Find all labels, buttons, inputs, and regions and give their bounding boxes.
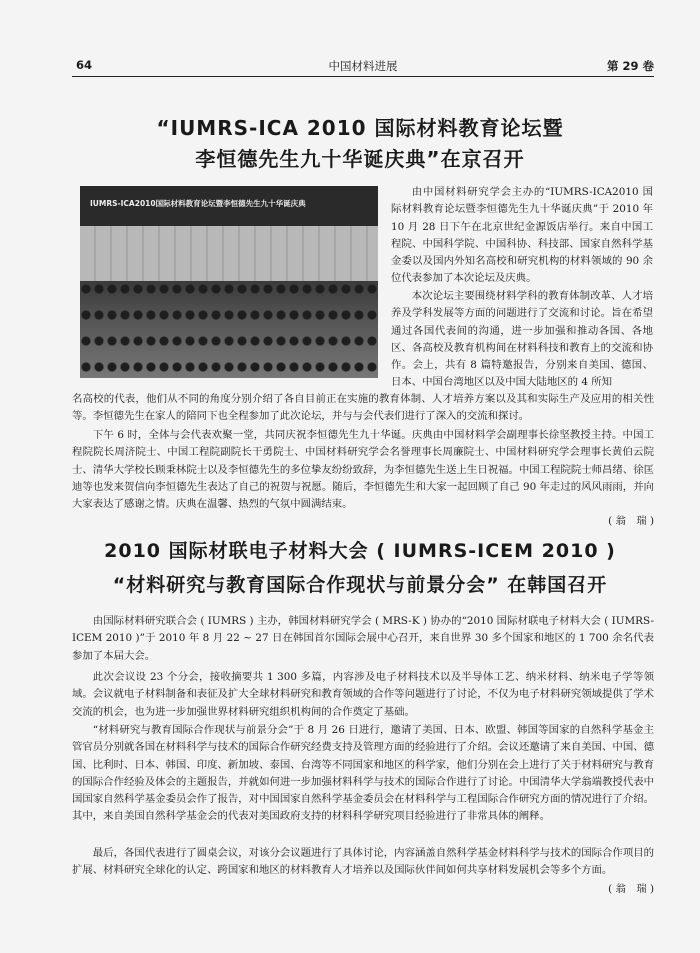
journal-name: 中国材料进展 — [328, 59, 398, 73]
header-rule — [72, 76, 654, 77]
running-header — [72, 58, 654, 76]
article2-paragraph-3: “材料研究与教育国际合作现状与前景分会”于 8 月 26 日进行，邀请了美国、日本、欧盟、韩国等国家的自然科学基金主管官员分别就各国在材料科学与技术的国际合作研究经费支持及管理方面的经验进行了介绍。会议还邀请了来自美国、中国、德国、比利时、日本、韩国、印度、新加坡、泰国、台湾等不同国家和地区的科学家，他们分别在会上进行了关于材料研究与教育的国际合作经验及体会的主题报告，并就如何进一步加强材料科学与技术的国际合作进行了讨论。中国清华大学翁端教授代表中国国家自然科学基金委员会作了报告，对中国国家自然科学基金委员会在材料科学与工程国际合作研究方面的情况进行了介绍。其中，来自美国自然科学基金会的代表对美国政府支持的材料科学研究项目经验进行了非常具体的阐释。 — [72, 724, 654, 823]
page-number: 64 — [76, 58, 93, 72]
group-photo — [80, 186, 378, 378]
photo-backdrop — [80, 226, 378, 281]
article2-paragraph-2: 此次会议设 23 个分会，接收摘要共 1 300 多篇，内容涉及电子材料技术以及半导体工艺、纳米材料、纳米电子学等领域。会议就电子材料制备和表征及扩大全球材料研究和教育领域的合作等问题进行了讨论，不仅为电子材料研究领域提供了学术交流的机会，也为进一步加强世界材料研究组织机构间的合作奠定了基础。 — [72, 671, 654, 718]
article1-paragraph-2b: 名高校的代表，他们从不同的角度分别介绍了各自目前正在实施的教育体制、人才培养方案以及其和实际生产及应用的相关性等。李恒德先生在家人的陪同下也全程参加了此次论坛，并与与会代表们进行了深入的交流和探讨。 — [72, 393, 654, 423]
article1-title-line1: “IUMRS-ICA 2010 国际材料教育论坛暨 — [156, 116, 564, 140]
article2-signature: ( 翁 瑞 ) — [608, 883, 654, 895]
photo-banner-bar — [80, 186, 378, 226]
volume-label: 第 29 卷 — [606, 59, 654, 73]
article1-paragraph-2a: 本次论坛主要围绕材料学科的教育体制改革、人才培养及学科发展等方面的问题进行了交流和讨论。旨在希望通过各国代表间的沟通，进一步加强和推动各国、各地区、各高校及教育机构间在材料科技和教育上的交流和协作。会上，共有 8 篇特邀报告，分别来自美国、德国、日本、中国台湾地区以及中国大陆地区的 4 所知 — [391, 290, 653, 389]
photo-crowd — [80, 281, 378, 378]
article1-title-line2: 李恒德先生九十华诞庆典”在京召开 — [195, 147, 525, 171]
article2-title-line1: 2010 国际材联电子材料大会 ( IUMRS-ICEM 2010 ) — [104, 540, 616, 562]
article2-paragraph-4: 最后，各国代表进行了圆桌会议，对该分会议题进行了具体讨论，内容涵盖自然科学基金材料科学与技术的国际合作项目的扩展、材料研究全球化的认定、跨国家和地区的材料教育人才培养以及国际伙伴间如何共享材料发展机会等多个方面。 — [72, 847, 654, 877]
photo-banner-text: IUMRS-ICA2010国际材料教育论坛暨李恒德先生九十华诞庆典 — [90, 199, 306, 208]
article1-paragraph-3: 下午 6 时，全体与会代表欢聚一堂，共同庆祝李恒德先生九十华诞。庆典由中国材料学会副理事长徐坚教授主持。中国工程院院长周济院士、中国工程院副院长干勇院士、中国材料研究学会名誉理事长周廉院士、中国材料研究学会理事长黄伯云院士、清华大学校长顾秉林院士以及李恒德先生的多位挚友纷纷致辞，为李恒德先生送上生日祝福。中国工程院院士师昌绪、徐匡迪等也发来贺信向李恒德先生表达了自己的祝贺与祝愿。随后，李恒德先生和大家一起回顾了自己 90 年走过的风风雨雨，并向大家表达了感谢之情。庆典在温馨、热烈的气氛中圆满结束。 — [72, 429, 654, 511]
article2-title-line2: “材料研究与教育国际合作现状与前景分会” 在韩国召开 — [112, 574, 608, 596]
article1-signature: ( 翁 瑞 ) — [608, 515, 654, 527]
article1-paragraph-1: 由中国材料研究学会主办的“IUMRS-ICA2010 国际材料教育论坛暨李恒德先生九十华诞庆典”于 2010 年 10 月 28 日下午在北京世纪金源饭店举行。来自中国工程院、中国科学院、中国科协、科技部、国家自然科学基金委以及国内外知名高校和研究机构的材料领域的 90 余位代表参加了本次论坛及庆典。 — [391, 186, 653, 285]
article2-paragraph-1: 由国际材料研究联合会 ( IUMRS ) 主办，韩国材料研究学会 ( MRS-K ) 协办的“2010 国际材联电子材料大会 ( IUMRS-ICEM 2010 )”于 2010 年 8 月 22 ~ 27 日在韩国首尔国际会展中心召开，来自世界 30 多个国家和地区的 1 700 余名代表参加了本届大会。 — [72, 615, 654, 662]
